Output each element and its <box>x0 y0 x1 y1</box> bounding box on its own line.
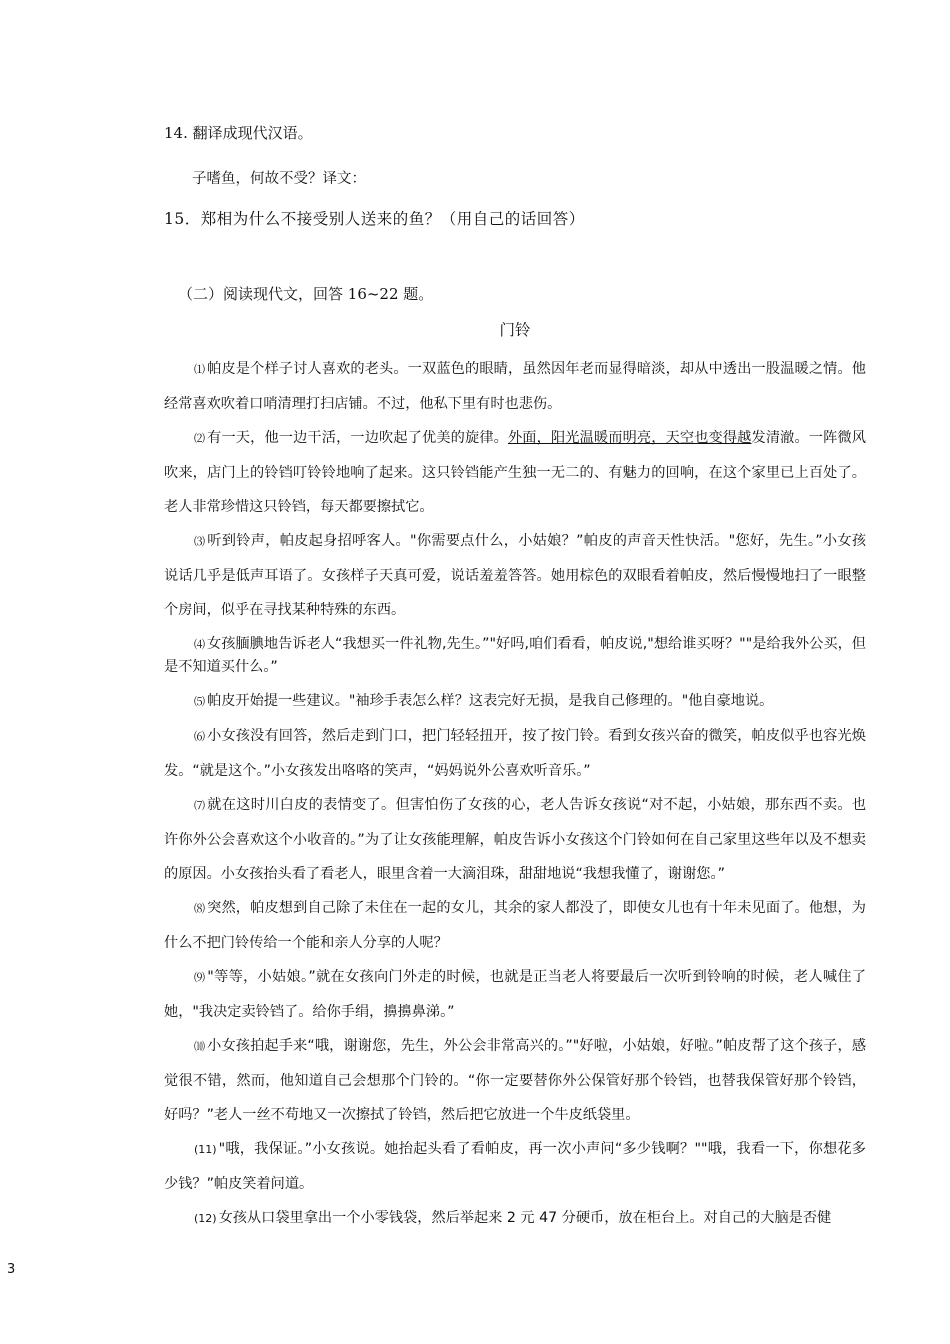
paragraph-10 <box>164 1029 866 1132</box>
paragraph-number: ⑶ <box>194 535 206 548</box>
paragraph-8 <box>164 891 866 960</box>
question-15: 15．郑相为什么不接受别人送来的鱼？（用自己的话回答） <box>164 210 585 228</box>
paragraph-number: ⑵ <box>194 432 206 445</box>
paragraph-text: 小女孩没有回答，然后走到门口，把门轻轻扭开，按了按门铃。看到女孩兴奋的微笑，帕皮似乎也容光焕发。“就是这个。”小女孩发出咯咯的笑声，“妈妈说外公喜欢听音乐。” <box>164 728 866 779</box>
paragraph-text: 突然，帕皮想到自己除了未住在一起的女儿，其余的家人都没了，即使女儿也有十年未见面了。他想，为什么不把门铃传给一个能和亲人分享的人呢？ <box>164 900 866 951</box>
paragraph-12 <box>164 1201 866 1236</box>
section-heading: （二）阅读现代文，回答 16~22 题。 <box>178 285 434 303</box>
paragraph-number: ⑼ <box>194 971 206 984</box>
paragraph-number: ⑹ <box>194 730 206 743</box>
page-number: 3 <box>7 1262 16 1277</box>
paragraph-number: ⑷ <box>194 638 206 651</box>
underlined-sentence: 外面，阳光温暖而明亮，天空也变得越 <box>507 430 752 446</box>
paragraph-text: 就在这时川白皮的表情变了。但害怕伤了女孩的心，老人告诉女孩说“对不起，小姑娘，那东西不卖。也许你外公会喜欢这个小收音的。”为了让女孩能理解，帕皮告诉小女孩这个门铃如何在自己家里这些年以及不想卖的原因。小女孩抬头看了看老人，眼里含着一大滴泪珠，甜甜地说“我想我懂了，谢谢您。” <box>164 797 867 882</box>
paragraph-9 <box>164 960 866 1029</box>
paragraph-text: 听到铃声，帕皮起身招呼客人。"你需要点什么，小姑娘？”帕皮的声音天性快活。"您好，先生。”小女孩说话几乎是低声耳语了。女孩样子天真可爱，说话羞羞答答。她用棕色的双眼看着帕皮，然后慢慢地扫了一眼整个房间，似乎在寻找某种特殊的东西。 <box>164 533 867 618</box>
paragraph-number: ⑻ <box>194 902 206 915</box>
paragraph-number: ⑸ <box>194 695 205 708</box>
paragraph-number: ⑽ <box>194 1040 206 1053</box>
paragraph-7 <box>164 788 866 891</box>
paragraph-text: 女孩从口袋里拿出一个小零钱袋，然后举起来 2 元 47 分硬币，放在柜台上。对自己的大脑是否健 <box>218 1210 832 1226</box>
paragraph-2 <box>164 421 866 524</box>
article-title: 门铃 <box>499 321 531 339</box>
paragraph-1 <box>164 352 866 421</box>
paragraph-text: 小女孩拍起手来“哦，谢谢您，先生，外公会非常高兴的。”"好啦，小姑娘，好啦。”帕皮帮了这个孩子，感觉很不错，然而，他知道自己会想那个门铃的。“你一定要替你外公保管好那个铃铛，也替我保管好那个铃铛，好吗？”老人一丝不苟地又一次擦拭了铃铛，然后把它放进一个牛皮纸袋里。 <box>164 1038 867 1123</box>
paragraph-text: "哦，我保证。”小女孩说。她抬起头看了看帕皮，再一次小声问“多少钱啊？""哦，我看一下，你想花多少钱？”帕皮笑着问道。 <box>164 1141 866 1192</box>
paragraph-4 <box>164 633 866 678</box>
paragraph-text: 发清澈。一阵微风吹来，店门上的铃铛叮铃铃地响了起来。这只铃铛能产生独一无二的、有魅力的回响，在这个家里已上百处了。老人非常珍惜这只铃铛，每天都要擦拭它。 <box>164 430 866 515</box>
paragraph-number: ⑺ <box>194 799 206 812</box>
paragraph-number: ⑴ <box>194 363 206 376</box>
paragraph-text: 帕皮是个样子讨人喜欢的老头。一双蓝色的眼睛，虽然因年老而显得暗淡，却从中透出一股温暖之情。他经常喜欢吹着口哨清理打扫店铺。不过，他私下里有时也悲伤。 <box>164 361 866 412</box>
paragraph-number: (11) <box>194 1143 217 1156</box>
paragraph-text: 帕皮开始提一些建议。"袖珍手表怎么样？这表完好无损，是我自己修理的。"他自豪地说。 <box>207 693 774 709</box>
paragraph-text: 有一天，他一边干活，一边吹起了优美的旋律。 <box>207 430 508 446</box>
paragraph-3 <box>164 524 866 627</box>
article-body <box>164 352 866 1236</box>
paragraph-11 <box>164 1132 866 1201</box>
question-14: 14. 翻译成现代汉语。 <box>164 124 313 142</box>
paragraph-number: (12) <box>194 1212 217 1225</box>
paragraph-text: "等等，小姑娘。”就在女孩向门外走的时候，也就是正当老人将要最后一次听到铃响的时候，老人喊住了她，"我决定卖铃铛了。给你手绢，擤擤鼻涕。” <box>164 969 867 1020</box>
question-14-prompt: 子嗜鱼，何故不受？译文： <box>192 171 366 187</box>
paragraph-text: 女孩腼腆地告诉老人“我想买一件礼物,先生。”"好吗,咱们看看，帕皮说,"想给谁买呀？""是给我外公买，但是不知道买什么。” <box>164 636 866 675</box>
paragraph-6 <box>164 719 866 788</box>
paragraph-5 <box>164 684 866 719</box>
